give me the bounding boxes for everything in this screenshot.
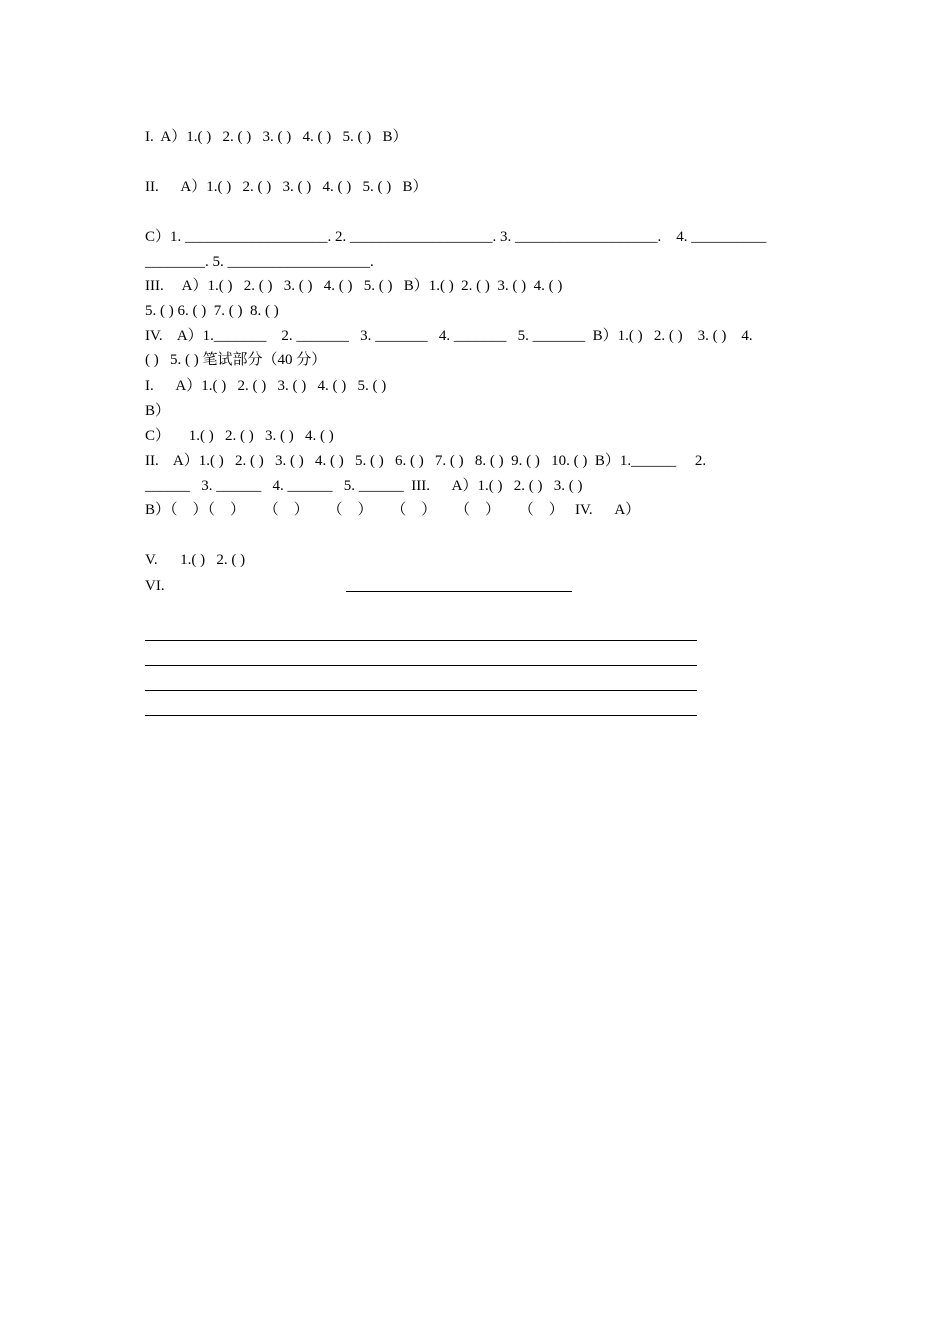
written-section-3-b: B）（ ）（ ） （ ） （ ） （ ） （ ） （ ） IV. A）: [145, 502, 641, 518]
written-section-6: VI.: [145, 578, 165, 594]
section-2-listening-c-line-1: C）1. ___________________. 2. ___________________. 3. ___________________. 4. __________: [145, 229, 767, 245]
section-4-listening: IV. A）1._______ 2. _______ 3. _______ 4. _______ 5. _______ B）1.( ) 2. ( ) 3. ( ) 4.: [145, 328, 753, 344]
written-section-1-b: B）: [145, 403, 171, 419]
written-section-1-a: I. A）1.( ) 2. ( ) 3. ( ) 4. ( ) 5. ( ): [145, 378, 387, 394]
section-3-listening: III. A）1.( ) 2. ( ) 3. ( ) 4. ( ) 5. ( ) B）1.( ) 2. ( ) 3. ( ) 4. ( ): [145, 278, 563, 294]
section-1-listening-a: I. A）1.( ) 2. ( ) 3. ( ) 4. ( ) 5. ( ) B）: [145, 129, 408, 145]
section-6-title-blank[interactable]: [346, 578, 572, 592]
written-section-5: V. 1.( ) 2. ( ): [145, 552, 246, 568]
written-section-1-c: C） 1.( ) 2. ( ) 3. ( ) 4. ( ): [145, 428, 334, 444]
written-part-heading: ( ) 5. ( ) 笔试部分（40 分）: [145, 352, 327, 368]
section-3-listening-continued: 5. ( ) 6. ( ) 7. ( ) 8. ( ): [145, 303, 279, 319]
written-section-2-line-2: ______ 3. ______ 4. ______ 5. ______ III. A）1.( ) 2. ( ) 3. ( ): [145, 478, 583, 494]
writing-line-3[interactable]: [145, 690, 697, 691]
writing-line-2[interactable]: [145, 665, 697, 666]
section-2-listening-a: II. A）1.( ) 2. ( ) 3. ( ) 4. ( ) 5. ( ) B）: [145, 179, 428, 195]
writing-line-1[interactable]: [145, 640, 697, 641]
written-section-2-line-1: II. A）1.( ) 2. ( ) 3. ( ) 4. ( ) 5. ( ) 6. ( ) 7. ( ) 8. ( ) 9. ( ) 10. ( ) B）1.______ 2.: [145, 453, 707, 469]
writing-line-4[interactable]: [145, 715, 697, 716]
section-2-listening-c-line-2: ________. 5. ___________________.: [145, 254, 374, 270]
